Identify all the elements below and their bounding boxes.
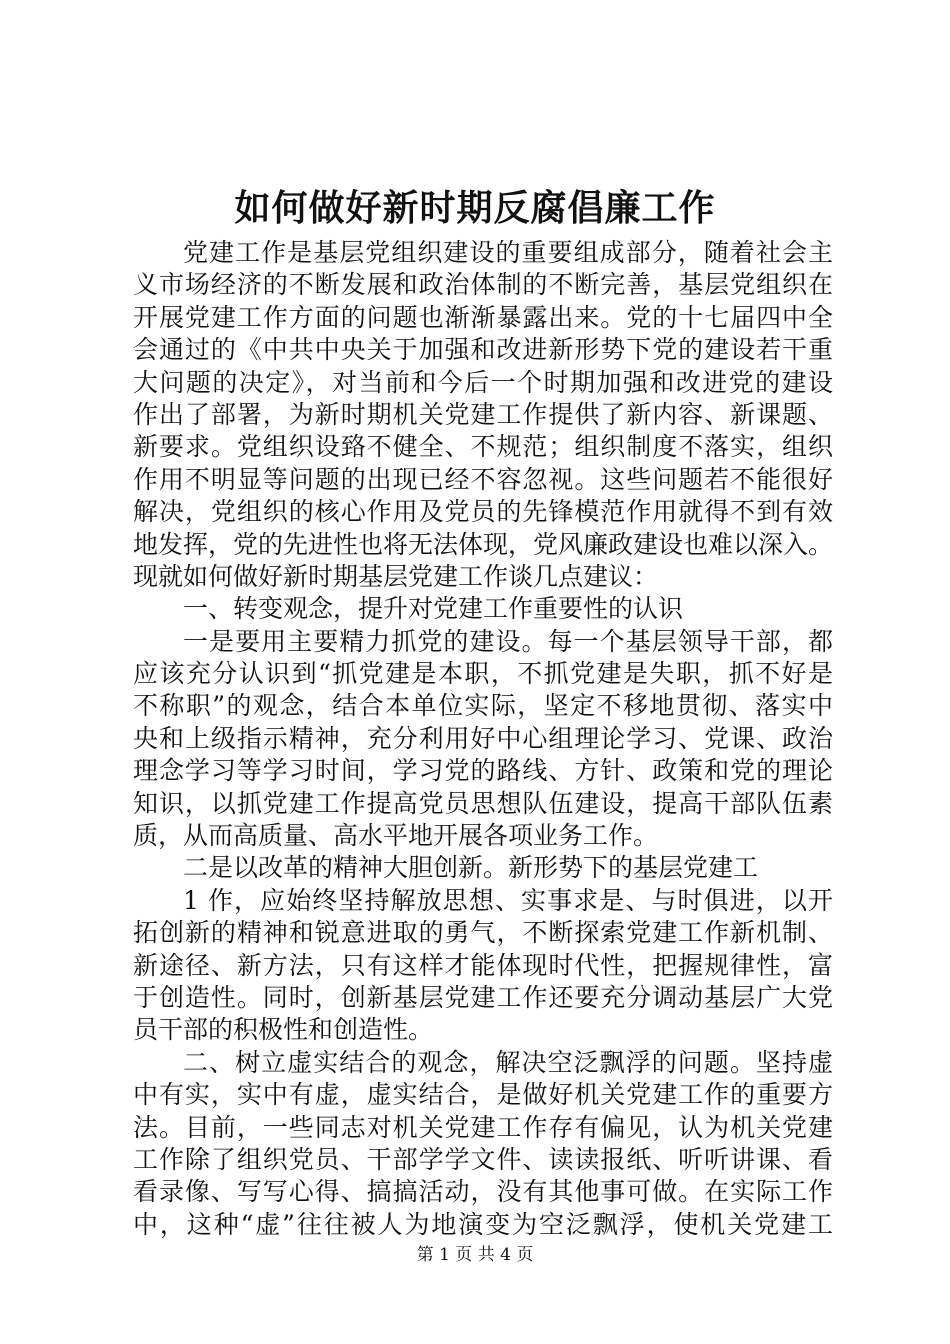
text-line: 一是要用主要精力抓党的建设。每一个基层领导干部，都 [183, 626, 833, 656]
text-line: 大问题的决定》，对当前和今后一个时期加强和改进党的建设 [133, 367, 833, 397]
text-line: 工作除了组织党员、干部学学文件、读读报纸、听听讲课、看 [133, 1144, 833, 1174]
text-line: 理念学习等学习时间，学习党的路线、方针、政策和党的理论 [133, 756, 833, 786]
text-line: 知识，以抓党建工作提高党员思想队伍建设，提高干部队伍素 [133, 788, 833, 818]
text-line: 应该充分认识到“抓党建是本职，不抓党建是失职，抓不好是 [133, 659, 833, 689]
text-line: 二是以改革的精神大胆创新。新形势下的基层党建工 [183, 853, 759, 883]
text-line: 看录像、写写心得、搞搞活动，没有其他事可做。在实际工作 [133, 1177, 833, 1207]
text-line: 法。目前，一些同志对机关党建工作存有偏见，认为机关党建 [133, 1112, 833, 1142]
text-line: 会通过的《中共中央关于加强和改进新形势下党的建设若干重 [133, 335, 833, 365]
text-line: 开展党建工作方面的问题也渐渐暴露出来。党的十七届四中全 [133, 302, 833, 332]
document-body [133, 237, 833, 1241]
text-line: 作用不明显等问题的出现已经不容忽视。这些问题若不能很好 [133, 464, 833, 494]
text-line: 地发挥，党的先进性也将无法体现，党风廉政建设也难以深入。 [133, 529, 833, 559]
text-line: 中有实，实中有虚，虚实结合，是做好机关党建工作的重要方 [133, 1080, 833, 1110]
text-line: 党建工作是基层党组织建设的重要组成部分，随着社会主 [183, 238, 833, 267]
text-line: 中，这种“虚”往往被人为地演变为空泛飘浮，使机关党建工 [133, 1209, 833, 1239]
text-line: 拓创新的精神和锐意进取的勇气，不断探索党建工作新机制、 [133, 918, 833, 948]
text-line: 新要求。党组织设臵不健全、不规范；组织制度不落实，组织 [133, 432, 833, 462]
text-line: 1 作，应始终坚持解放思想、实事求是、与时俱进，以开 [183, 885, 833, 915]
page-number-footer: 第 1 页 共 4 页 [416, 1245, 534, 1265]
text-line: 义市场经济的不断发展和政治体制的不断完善，基层党组织在 [133, 270, 833, 300]
text-line: 质，从而高质量、高水平地开展各项业务工作。 [133, 821, 659, 851]
text-line: 一、转变观念，提升对党建工作重要性的认识 [183, 594, 684, 624]
text-line: 员干部的积极性和创造性。 [133, 1015, 434, 1045]
text-line: 现就如何做好新时期基层党建工作谈几点建议： [133, 561, 659, 591]
text-line: 二、树立虚实结合的观念，解决空泛飘浮的问题。坚持虚 [183, 1047, 833, 1077]
text-line: 于创造性。同时，创新基层党建工作还要充分调动基层广大党 [133, 982, 833, 1012]
text-line: 不称职”的观念，结合本单位实际，坚定不移地贯彻、落实中 [133, 691, 833, 721]
text-line: 作出了部署，为新时期机关党建工作提供了新内容、新课题、 [133, 399, 833, 429]
text-line: 新途径、新方法，只有这样才能体现时代性，把握规律性，富 [133, 950, 833, 980]
text-line: 央和上级指示精神，充分利用好中心组理论学习、党课、政治 [133, 723, 833, 753]
text-line: 解决，党组织的核心作用及党员的先锋模范作用就得不到有效 [133, 497, 833, 527]
document-title: 如何做好新时期反腐倡廉工作 [234, 187, 716, 229]
